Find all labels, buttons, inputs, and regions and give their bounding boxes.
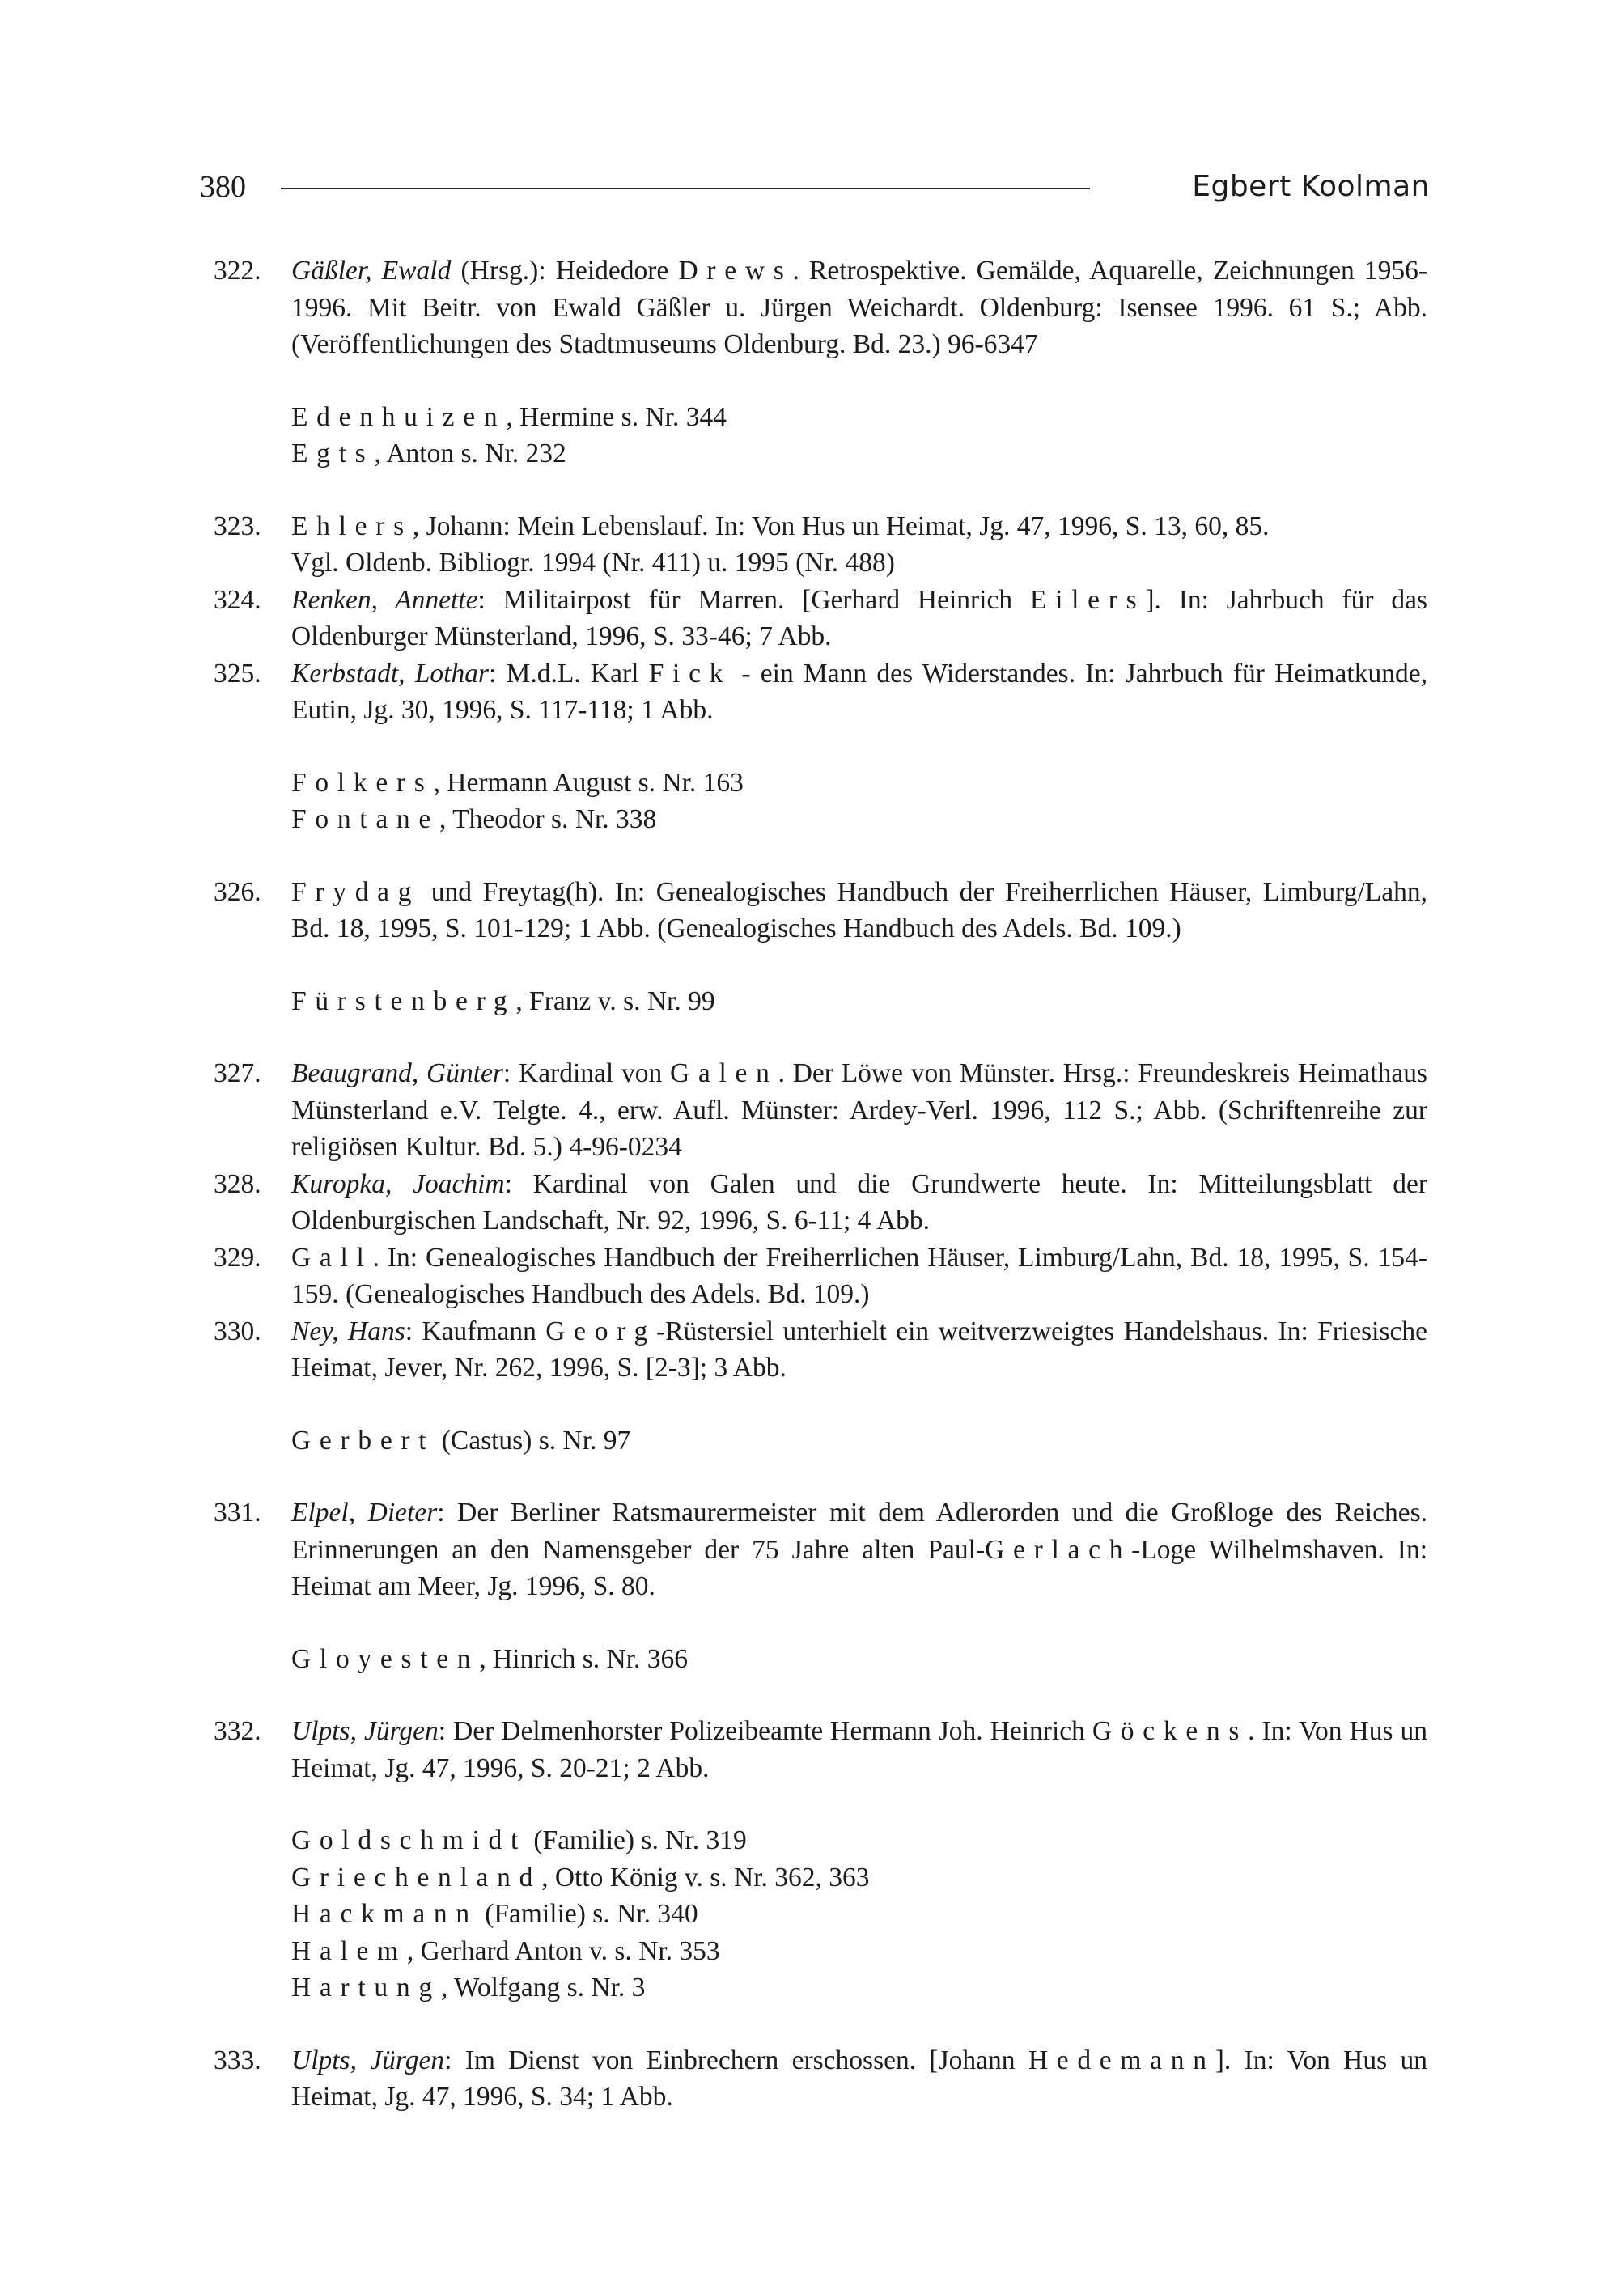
entry-text [291, 1494, 1427, 1605]
entry-text-part: . Retrospektive. Gemälde, Aquarelle, Zeichnungen 1956-1996. Mit Beitr. von Ewald Gäßler u. Jürgen Weichardt. Oldenburg: Isensee 1996. 61 S.; Abb. (Veröffentlichungen des Stadtmuseums Oldenburg. Bd. 23.) 96-6347 [291, 256, 1427, 359]
entry-author: Kerbstadt, Lothar [291, 658, 489, 689]
entry-text [291, 1240, 1427, 1313]
entry-author: Ney, Hans [291, 1316, 405, 1346]
cross-reference-text: , Theodor s. Nr. 338 [439, 804, 657, 834]
entry-text [291, 1055, 1427, 1166]
entry-number: 323. [214, 511, 261, 541]
spaced-name: Göckens [1092, 1716, 1249, 1746]
entry-author: Ulpts, Jürgen [291, 1716, 439, 1746]
cross-reference-text: , Franz v. s. Nr. 99 [515, 985, 715, 1016]
spaced-name: Gloyesten [291, 1643, 480, 1674]
entry-324 [214, 582, 1427, 655]
cross-reference-text: (Castus) s. Nr. 97 [435, 1425, 631, 1456]
cross-reference-text: , Hermine s. Nr. 344 [506, 401, 727, 432]
entry-author: Elpel, Dieter [291, 1498, 438, 1528]
entry-333 [214, 2042, 1427, 2116]
entry-text-part: : Der Delmenhorster Polizeibeamte Hermann Joh. Heinrich [438, 1716, 1092, 1746]
entry-332 [214, 1713, 1427, 1787]
spaced-name: Fick [648, 658, 732, 689]
cross-reference-text: , Hermann August s. Nr. 163 [433, 767, 744, 798]
entry-number: 324. [214, 584, 261, 615]
entry-text-part: , Johann: Mein Lebenslauf. In: Von Hus un Heimat, Jg. 47, 1996, S. 13, 60, 85. [412, 511, 1270, 541]
entry-text-part: ]. In: Von Hus un Heimat, Jg. 47, 1996, S. 34; 1 Abb. [291, 2045, 1427, 2112]
cross-reference [214, 1969, 1427, 2007]
cross-reference [214, 1896, 1427, 1933]
entry-text-part: : Militairpost für Marren. [Gerhard Heinrich [477, 584, 1030, 615]
spaced-name: Gerbert [291, 1425, 435, 1456]
spaced-name: Griechenland [291, 1862, 542, 1892]
entry-text-part: : Der Berliner Ratsmaurermeister mit dem Adlerorden und die Großloge des Reiches. Erinnerungen an den Namensgeber der 75 Jahre alten Paul- [291, 1498, 1427, 1565]
bibliography-list [214, 252, 1427, 2116]
entry-text-part: : M.d.L. Karl [489, 658, 649, 689]
entry-327 [214, 1055, 1427, 1166]
cross-reference [214, 765, 1427, 802]
entry-322 [214, 252, 1427, 363]
entry-text-part: . In: Von Hus un Heimat, Jg. 47, 1996, S. 20-21; 2 Abb. [291, 1716, 1427, 1783]
entry-text [291, 655, 1427, 729]
entry-text-part: : Kaufmann [405, 1316, 546, 1346]
spaced-name: Fürstenberg [291, 985, 516, 1016]
entry-text-part: : Kardinal von [502, 1058, 670, 1088]
entry-text-part: -Loge Wilhelmshaven. In: Heimat am Meer, Jg. 1996, S. 80. [291, 1534, 1428, 1601]
cross-reference [214, 1422, 1427, 1460]
entry-author: Kuropka, Joachim [291, 1168, 505, 1199]
spaced-name: Folkers [291, 767, 434, 798]
spaced-name: Hartung [291, 1973, 441, 2003]
entry-number: 331. [214, 1498, 261, 1528]
header-rule [281, 188, 1090, 189]
cross-reference [214, 1859, 1427, 1897]
cross-reference-text: , Hinrich s. Nr. 366 [479, 1643, 689, 1674]
entry-text [291, 1166, 1427, 1240]
cross-reference [214, 1933, 1427, 1970]
entry-number: 322. [214, 256, 261, 286]
entry-text [291, 508, 1427, 545]
entry-331 [214, 1494, 1427, 1605]
entry-text-part: : Im Dienst von Einbrechern erschossen. [Johann [444, 2045, 1028, 2075]
entry-note: Vgl. Oldenb. Bibliogr. 1994 (Nr. 411) u. 1995 (Nr. 488) [291, 548, 895, 578]
spaced-name: Drews [678, 256, 793, 286]
entry-number: 326. [214, 876, 261, 907]
spaced-name: Egts [291, 439, 375, 468]
entry-text-part: und Freytag(h). In: Genealogisches Handbuch der Freiherrlichen Häuser, Limburg/Lahn, Bd. 18, 1995, S. 101-129; 1 Abb. (Genealogisches Handbuch des Adels. Bd. 109.) [291, 876, 1427, 943]
entry-text-part: : Kardinal von Galen und die Grundwerte heute. In: Mitteilungsblatt der Oldenburgischen Landschaft, Nr. 92, 1996, S. 6-11; 4 Abb. [291, 1168, 1427, 1236]
entry-325 [214, 655, 1427, 729]
cross-reference-text: , Anton s. Nr. 232 [374, 439, 566, 468]
cross-reference-text: , Gerhard Anton v. s. Nr. 353 [406, 1935, 720, 1966]
entry-text-part: . Der Löwe von Münster. Hrsg.: Freundeskreis Heimathaus Münsterland e.V. Telgte. 4., erw. Aufl. Münster: Ardey-Verl. 1996, 112 S.; Abb. (Schriftenreihe zur religiösen Kultur. Bd. 5.) 4-96-0234 [291, 1058, 1427, 1162]
cross-reference [214, 399, 1427, 436]
entry-author: Renken, Annette [291, 584, 478, 615]
cross-reference-text: (Familie) s. Nr. 340 [477, 1899, 698, 1929]
entry-text-part: (Hrsg.): Heidedore [451, 256, 679, 286]
entry-text [291, 2042, 1427, 2116]
entry-text [291, 874, 1427, 947]
entry-330 [214, 1313, 1427, 1387]
cross-reference [214, 1822, 1427, 1859]
entry-text-part: - ein Mann des Widerstandes. In: Jahrbuch für Heimatkunde, Eutin, Jg. 30, 1996, S. 117-118; 1 Abb. [291, 658, 1427, 725]
cross-reference-text: , Otto König v. s. Nr. 362, 363 [541, 1862, 870, 1892]
spaced-name: Galen [669, 1058, 778, 1088]
entry-328 [214, 1166, 1427, 1240]
spaced-name: Eilers [1029, 584, 1146, 615]
cross-reference [214, 1641, 1427, 1678]
spaced-name: Fontane [291, 804, 439, 834]
entry-329 [214, 1240, 1427, 1313]
entry-number: 333. [214, 2045, 261, 2075]
spaced-name: Gerlach [985, 1534, 1132, 1565]
entry-text-part: . In: Genealogisches Handbuch der Freiherrlichen Häuser, Limburg/Lahn, Bd. 18, 1995, S. 154-159. (Genealogisches Handbuch des Adels. Bd. 109.) [291, 1242, 1427, 1309]
entry-text [291, 1313, 1427, 1387]
spaced-name: Halem [291, 1935, 407, 1966]
spaced-name: Gall [291, 1242, 373, 1273]
entry-number: 330. [214, 1316, 261, 1346]
page-number: 380 [200, 170, 246, 204]
spaced-name: Edenhuizen [291, 401, 507, 432]
entry-number: 328. [214, 1168, 261, 1199]
entry-number: 327. [214, 1058, 261, 1088]
entry-text-part: ]. In: Jahrbuch für das Oldenburger Münsterland, 1996, S. 33-46; 7 Abb. [291, 584, 1427, 651]
cross-reference-text: (Familie) s. Nr. 319 [527, 1825, 747, 1855]
spaced-name: Hedemann [1028, 2045, 1215, 2075]
spaced-name: Ehlers [291, 511, 413, 541]
running-title: Egbert Koolman [1192, 170, 1430, 203]
spaced-name: Georg [545, 1316, 656, 1346]
spaced-name: Goldschmidt [291, 1825, 527, 1855]
entry-326 [214, 874, 1427, 947]
spaced-name: Hackmann [291, 1899, 478, 1929]
entry-number: 332. [214, 1716, 261, 1746]
cross-reference-text: , Wolfgang s. Nr. 3 [440, 1973, 646, 2003]
entry-text [291, 1713, 1427, 1787]
entry-author: Gäßler, Ewald [291, 256, 452, 286]
entry-text-part: -Rüstersiel unterhielt ein weitverzweigtes Handelshaus. In: Friesische Heimat, Jever, Nr. 262, 1996, S. [2-3]; 3 Abb. [291, 1316, 1427, 1383]
entry-number: 325. [214, 658, 261, 689]
cross-reference [214, 983, 1427, 1020]
entry-author: Ulpts, Jürgen [291, 2045, 445, 2075]
cross-reference [214, 801, 1427, 838]
entry-text [291, 582, 1427, 655]
page-header [200, 159, 1430, 215]
entry-author: Beaugrand, Günter [291, 1058, 503, 1088]
entry-text [291, 252, 1427, 363]
entry-number: 329. [214, 1242, 261, 1273]
spaced-name: Frydag [291, 876, 421, 907]
entry-323 [214, 508, 1427, 582]
cross-reference [214, 435, 1427, 473]
